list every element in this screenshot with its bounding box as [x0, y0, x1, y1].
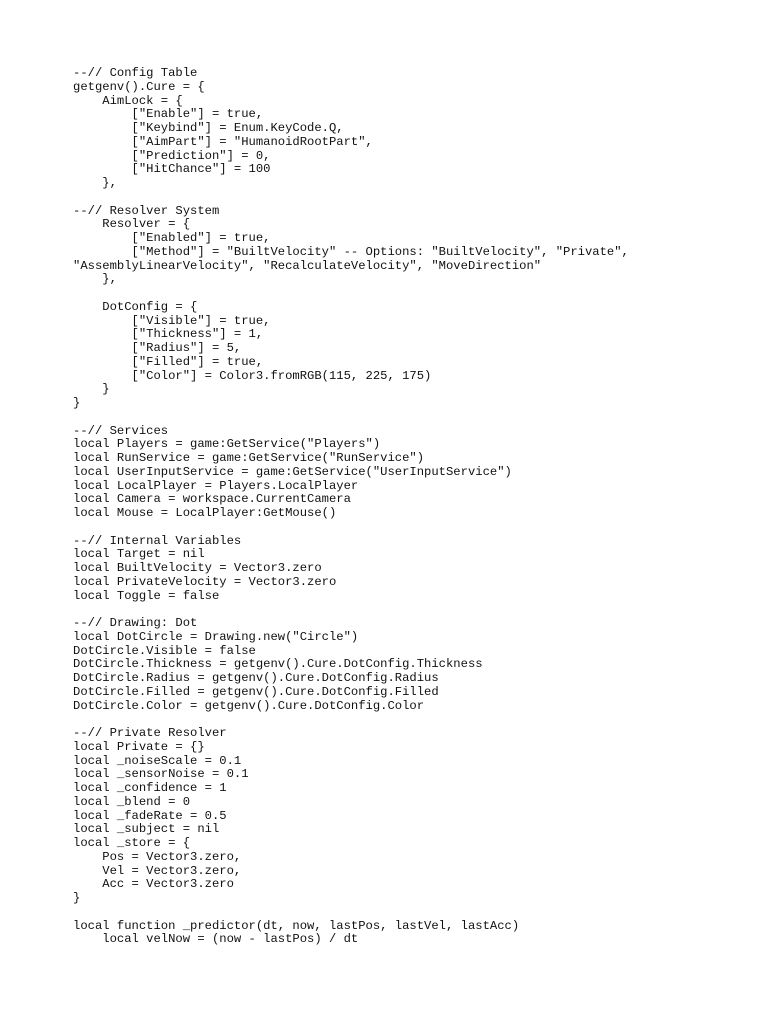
code-line: local Mouse = LocalPlayer:GetMouse()	[73, 506, 337, 520]
blank-line	[73, 603, 753, 617]
code-line: getgenv().Cure = {	[73, 79, 205, 94]
code-line: local DotCircle = Drawing.new("Circle")	[73, 629, 359, 644]
code-line: AimLock = {	[73, 93, 183, 108]
code-line: local _noiseScale = 0.1	[73, 753, 242, 768]
code-line: local function _predictor(dt, now, lastPos, lastVel, lastAcc)	[73, 918, 520, 933]
code-line: Acc = Vector3.zero	[73, 877, 234, 892]
code-line: },	[73, 176, 117, 190]
code-line: ["Thickness"] = 1,	[73, 327, 264, 342]
code-line: local UserInputService = game:GetService("UserInputService")	[73, 464, 512, 479]
blank-line	[73, 191, 753, 205]
code-line: ["Color"] = Color3.fromRGB(115, 225, 175)	[73, 368, 432, 383]
blank-line	[73, 287, 753, 301]
code-line: --// Resolver System	[73, 203, 220, 218]
code-line: DotCircle.Visible = false	[73, 643, 256, 658]
code-line: local _confidence = 1	[73, 781, 227, 795]
code-line: Resolver = {	[73, 217, 191, 232]
code-line: }	[73, 382, 110, 397]
code-line: ["Filled"] = true,	[73, 354, 264, 369]
blank-line	[73, 713, 753, 727]
code-line: local Players = game:GetService("Players")	[73, 437, 381, 452]
code-line: ["Radius"] = 5,	[73, 341, 242, 355]
code-line: },	[73, 272, 117, 287]
code-line: }	[73, 396, 81, 410]
code-line: ["Prediction"] = 0,	[73, 148, 271, 163]
code-line: local Camera = workspace.CurrentCamera	[73, 492, 351, 507]
code-line: local PrivateVelocity = Vector3.zero	[73, 574, 337, 589]
code-line: ["AimPart"] = "HumanoidRootPart",	[73, 134, 373, 149]
code-line: DotConfig = {	[73, 299, 198, 314]
code-line: DotCircle.Radius = getgenv().Cure.DotConfig.Radius	[73, 671, 439, 685]
code-line: local _sensorNoise = 0.1	[73, 767, 249, 782]
code-line: Vel = Vector3.zero,	[73, 863, 242, 878]
code-line: DotCircle.Filled = getgenv().Cure.DotConfig.Filled	[73, 684, 439, 699]
code-line: local _store = {	[73, 836, 191, 850]
blank-line	[73, 521, 753, 535]
code-line: --// Drawing: Dot	[73, 616, 198, 630]
code-line: local _subject = nil	[73, 822, 220, 837]
code-line: --// Config Table	[73, 66, 198, 80]
code-line: ["Enable"] = true,	[73, 107, 264, 122]
code-line: --// Private Resolver	[73, 726, 227, 740]
code-line: local BuiltVelocity = Vector3.zero	[73, 561, 322, 575]
code-line: local _fadeRate = 0.5	[73, 808, 227, 823]
blank-line	[73, 906, 753, 920]
code-line: ["Keybind"] = Enum.KeyCode.Q,	[73, 121, 344, 135]
code-line: DotCircle.Thickness = getgenv().Cure.DotConfig.Thickness	[73, 657, 483, 672]
code-line: local Toggle = false	[73, 588, 220, 603]
code-line: }	[73, 891, 81, 905]
code-line: --// Internal Variables	[73, 533, 242, 548]
code-line: local RunService = game:GetService("RunService")	[73, 451, 425, 465]
code-line: --// Services	[73, 423, 169, 438]
blank-line	[73, 411, 753, 425]
code-line: ["Enabled"] = true,	[73, 231, 271, 245]
code-line: local _blend = 0	[73, 794, 191, 809]
code-listing	[73, 67, 753, 947]
code-line: ["Method"] = "BuiltVelocity" -- Options: "BuiltVelocity", "Private",	[73, 244, 629, 259]
code-line: Pos = Vector3.zero,	[73, 849, 242, 864]
code-line: local LocalPlayer = Players.LocalPlayer	[73, 478, 359, 493]
code-line: ["HitChance"] = 100	[73, 162, 271, 177]
code-line: local velNow = (now - lastPos) / dt	[73, 932, 359, 947]
code-line: local Private = {}	[73, 739, 205, 754]
code-line: "AssemblyLinearVelocity", "RecalculateVelocity", "MoveDirection"	[73, 258, 542, 273]
code-line: local Target = nil	[73, 547, 205, 562]
code-line: DotCircle.Color = getgenv().Cure.DotConfig.Color	[73, 698, 425, 713]
code-line: ["Visible"] = true,	[73, 313, 271, 328]
